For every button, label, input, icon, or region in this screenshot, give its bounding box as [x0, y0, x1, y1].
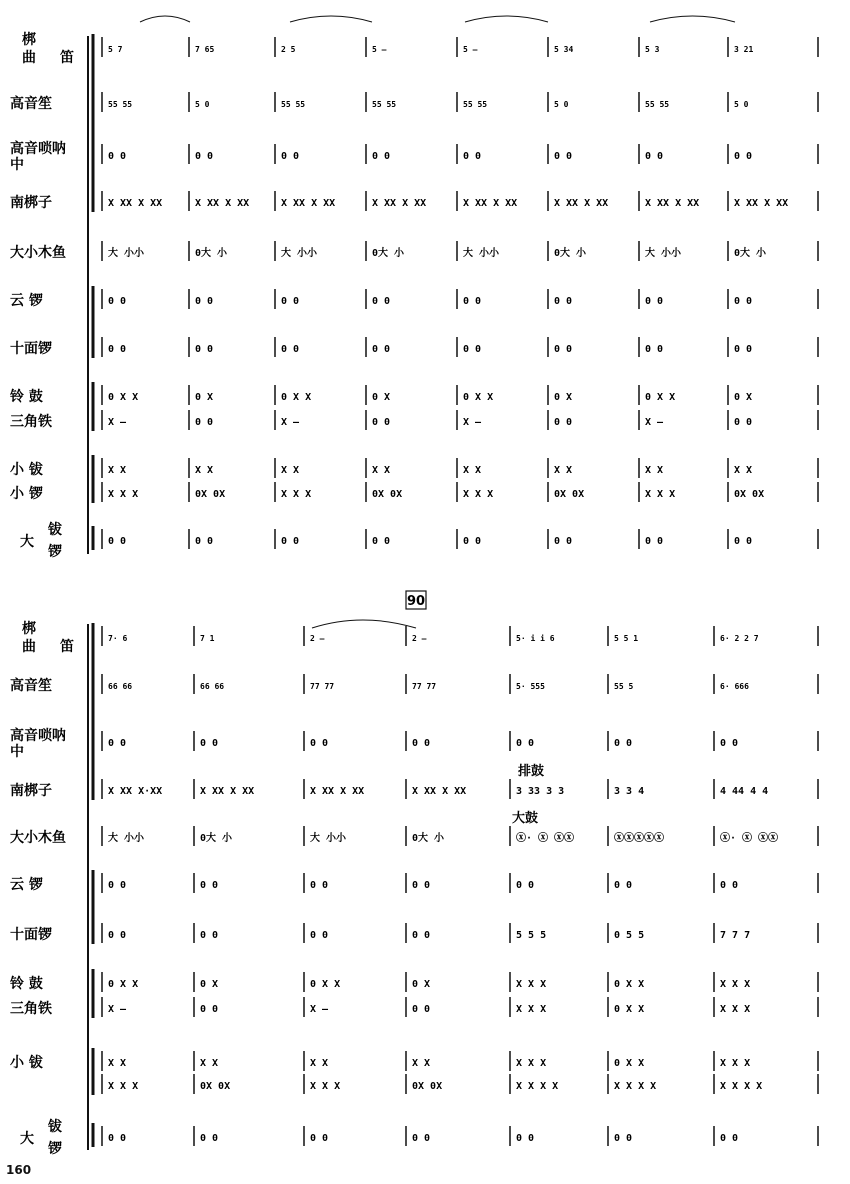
bar-cell: 0 0 — [195, 296, 214, 307]
bar-cell: 大 小小 — [108, 833, 145, 844]
bar-cell: X X — [372, 465, 391, 476]
bar-cell: 0 X X — [614, 1004, 645, 1015]
instrument-label: 三角铁 — [10, 1001, 52, 1017]
bar-cell: X XX X XX — [554, 198, 609, 209]
bar-cell: 0大 小 — [412, 833, 445, 844]
instrument-label: 三角铁 — [10, 414, 52, 430]
bar-cell: X – — [108, 417, 127, 428]
bar-cell: 0 0 — [734, 151, 753, 162]
instrument-label: 小 钹 — [10, 1055, 43, 1071]
bar-cell: 0 0 — [310, 738, 329, 749]
bar-cell: X X — [463, 465, 482, 476]
bar-cell: 7· 6 — [108, 634, 128, 643]
bar-cell: 0 0 — [720, 880, 739, 891]
bar-cell: 55 55 — [108, 100, 133, 109]
bar-cell: 0 0 — [463, 344, 482, 355]
bar-cell: 0 0 — [516, 1133, 535, 1144]
instrument-label: 大小木鱼 — [10, 830, 66, 846]
instrument-label: 梆 — [22, 32, 36, 48]
bar-cell: 0 0 — [372, 296, 391, 307]
instrument-label: 中 — [10, 744, 24, 760]
instrument-label: 南梆子 — [10, 195, 52, 211]
bar-cell: 3 33 3 3 — [516, 786, 565, 797]
slur — [650, 16, 735, 22]
bar-cell: 0 0 — [195, 151, 214, 162]
bar-cell: 0 0 — [554, 344, 573, 355]
instrument-label: 十面锣 — [10, 341, 52, 357]
bar-cell: 0 0 — [200, 930, 219, 941]
bar-cell: 0 0 — [108, 738, 127, 749]
bar-cell: 0 X — [554, 392, 573, 403]
bar-cell: 5 – — [463, 45, 478, 54]
bar-cell: 0 0 — [200, 1133, 219, 1144]
instrument-label: 高音唢呐 — [10, 728, 66, 744]
instrument-label: 高音笙 — [10, 678, 52, 694]
bar-cell: 4 44 4 4 — [720, 786, 769, 797]
bar-cell: 0大 小 — [200, 833, 233, 844]
bar-cell: 0 0 — [372, 536, 391, 547]
bar-cell: 0 0 — [372, 344, 391, 355]
bar-cell: X XX X XX — [372, 198, 427, 209]
instrument-label: 笛 — [60, 639, 74, 655]
bar-cell: 0 0 — [645, 151, 664, 162]
bar-cell: X – — [310, 1004, 329, 1015]
instrument-label: 铃 鼓 — [10, 389, 43, 405]
bar-cell: 0 X X — [614, 979, 645, 990]
bar-cell: 0 0 — [516, 880, 535, 891]
bar-cell: X XX X·XX — [108, 786, 163, 797]
slur — [465, 16, 548, 22]
bar-cell: X – — [108, 1004, 127, 1015]
bar-cell: X X — [200, 1058, 219, 1069]
bar-cell: 0 0 — [195, 417, 214, 428]
bar-cell: X – — [463, 417, 482, 428]
bar-cell: 5 34 — [554, 45, 574, 54]
bar-cell: ⓧ· ⓧ ⓧⓧ — [516, 833, 575, 844]
instrument-label: 铃 鼓 — [10, 976, 43, 992]
annotation-dagu: 大鼓 — [512, 811, 539, 826]
bar-cell: 0 0 — [108, 296, 127, 307]
bar-cell: 0 0 — [372, 417, 391, 428]
bar-cell: 0 0 — [516, 738, 535, 749]
bar-cell: 0 X X — [310, 979, 341, 990]
bar-cell: 0X 0X — [734, 489, 765, 500]
bar-cell: 0 0 — [108, 344, 127, 355]
bar-cell: X X X — [720, 1004, 751, 1015]
bar-cell: X X X — [516, 1058, 547, 1069]
bar-cell: X XX X XX — [310, 786, 365, 797]
bar-cell: 7 7 7 — [720, 930, 751, 941]
bar-cell: X X X X — [614, 1081, 657, 1092]
bar-cell: 0 0 — [310, 1133, 329, 1144]
bar-cell: 0 0 — [108, 151, 127, 162]
bar-cell: 0 0 — [734, 344, 753, 355]
bar-cell: 0 0 — [720, 1133, 739, 1144]
bar-cell: 0 0 — [310, 930, 329, 941]
instrument-label: 大小木鱼 — [10, 245, 66, 261]
bar-cell: 66 66 — [200, 682, 225, 691]
bar-cell: X X — [554, 465, 573, 476]
bar-cell: 2 – — [412, 634, 427, 643]
bar-cell: X X — [108, 1058, 127, 1069]
bar-cell: 0 0 — [108, 536, 127, 547]
bar-cell: 0 X X — [108, 392, 139, 403]
bar-cell: 0 X — [734, 392, 753, 403]
instrument-label: 大 — [20, 1131, 34, 1147]
bar-cell: X X X — [108, 1081, 139, 1092]
bar-cell: 大 小小 — [645, 248, 682, 259]
bar-cell: 55 5 — [614, 682, 634, 691]
bar-cell: 5 – — [372, 45, 387, 54]
instrument-label: 十面锣 — [10, 927, 52, 943]
bar-cell: X X — [310, 1058, 329, 1069]
bar-cell: X X — [108, 465, 127, 476]
bar-cell: 0 0 — [554, 417, 573, 428]
instrument-label: 南梆子 — [10, 783, 52, 799]
instrument-label: 锣 — [48, 1141, 62, 1157]
bar-cell: 0X 0X — [372, 489, 403, 500]
bar-cell: 0 5 5 — [614, 930, 645, 941]
bar-cell: 66 66 — [108, 682, 133, 691]
bar-cell: 5 0 — [554, 100, 569, 109]
bar-cell: 大 小小 — [310, 833, 347, 844]
bar-cell: 0X 0X — [195, 489, 226, 500]
bar-cell: X X X — [516, 1004, 547, 1015]
bar-cell: 0 0 — [281, 344, 300, 355]
bar-cell: 0 X X — [614, 1058, 645, 1069]
bar-cell: 0X 0X — [554, 489, 585, 500]
bar-cell: 5 5 5 — [516, 930, 547, 941]
bar-cell: 77 77 — [310, 682, 335, 691]
slur — [290, 16, 372, 22]
bar-cell: X X X — [720, 979, 751, 990]
bar-cell: 0X 0X — [412, 1081, 443, 1092]
bar-cell: X XX X XX — [195, 198, 250, 209]
bar-cell: X X X — [310, 1081, 341, 1092]
bar-cell: 0 X X — [281, 392, 312, 403]
bar-cell: X XX X XX — [108, 198, 163, 209]
bar-cell: 7 65 — [195, 45, 215, 54]
bar-cell: X – — [281, 417, 300, 428]
bar-cell: 0 0 — [734, 417, 753, 428]
bar-cell: 7 1 — [200, 634, 215, 643]
bar-cell: 0X 0X — [200, 1081, 231, 1092]
bar-cell: 3 3 4 — [614, 786, 645, 797]
bar-cell: 3 21 — [734, 45, 754, 54]
bar-cell: X X — [281, 465, 300, 476]
bar-cell: 0 0 — [281, 151, 300, 162]
instrument-label: 中 — [10, 157, 24, 173]
instrument-label: 钹 — [48, 1119, 62, 1135]
page-number: 160 — [6, 1163, 32, 1177]
instrument-label: 曲 — [22, 50, 36, 66]
bar-cell: 77 77 — [412, 682, 437, 691]
bar-cell: X X X — [645, 489, 676, 500]
bar-cell: 0 X — [200, 979, 219, 990]
bar-cell: 0 0 — [554, 151, 573, 162]
bar-cell: ⓧⓧⓧⓧⓧ — [614, 833, 664, 844]
instrument-label: 笛 — [60, 50, 74, 66]
bar-cell: X X X X — [516, 1081, 559, 1092]
bar-cell: 0 0 — [734, 296, 753, 307]
bar-cell: 0 0 — [645, 344, 664, 355]
bar-cell: 5 5 1 — [614, 634, 639, 643]
bar-cell: 0 0 — [412, 880, 431, 891]
bar-cell: 0 0 — [412, 1004, 431, 1015]
instrument-label: 云 锣 — [10, 293, 43, 309]
bar-cell: 5· i i 6 — [516, 634, 555, 643]
instrument-label: 曲 — [22, 639, 36, 655]
slur — [140, 16, 190, 22]
bar-cell: 0 0 — [108, 930, 127, 941]
bar-cell: 0 0 — [195, 344, 214, 355]
bar-cell: 0 0 — [463, 296, 482, 307]
bar-cell: 2 – — [310, 634, 325, 643]
bar-cell: 55 55 — [645, 100, 670, 109]
bar-cell: X XX X XX — [463, 198, 518, 209]
bar-cell: 0 0 — [645, 536, 664, 547]
bar-cell: 大 小小 — [108, 248, 145, 259]
instrument-label: 钹 — [48, 522, 62, 538]
bar-cell: 0 0 — [108, 1133, 127, 1144]
slur — [312, 620, 416, 628]
bar-cell: X X X — [720, 1058, 751, 1069]
instrument-label: 高音唢呐 — [10, 141, 66, 157]
bar-cell: 0 0 — [310, 880, 329, 891]
bar-cell: 5 7 — [108, 45, 123, 54]
bar-cell: X X — [412, 1058, 431, 1069]
instrument-label: 梆 — [22, 621, 36, 637]
bar-cell: 55 55 — [463, 100, 488, 109]
bar-cell: X X X — [516, 979, 547, 990]
bar-cell: X X — [645, 465, 664, 476]
bar-cell: X XX X XX — [734, 198, 789, 209]
bar-cell: X X — [195, 465, 214, 476]
bar-cell: 0 X X — [463, 392, 494, 403]
bar-cell: 0 0 — [412, 738, 431, 749]
bar-cell: 0 0 — [554, 296, 573, 307]
bar-cell: 0 0 — [614, 738, 633, 749]
bar-cell: 0大 小 — [195, 248, 228, 259]
instrument-label: 高音笙 — [10, 96, 52, 112]
instrument-label: 小 锣 — [10, 486, 43, 502]
bar-cell: X X X — [463, 489, 494, 500]
bar-cell: 0 0 — [614, 880, 633, 891]
bar-cell: 大 小小 — [463, 248, 500, 259]
bar-cell: 55 55 — [372, 100, 397, 109]
bar-cell: 0 X — [372, 392, 391, 403]
bar-cell: 0大 小 — [554, 248, 587, 259]
instrument-label: 大 — [20, 534, 34, 550]
bar-cell: 大 小小 — [281, 248, 318, 259]
instrument-label: 小 钹 — [10, 462, 43, 478]
bar-cell: 6· 2 2 7 — [720, 634, 759, 643]
bar-cell: X XX X XX — [200, 786, 255, 797]
bar-cell: X X X X — [720, 1081, 763, 1092]
bar-cell: 0 0 — [200, 738, 219, 749]
bar-cell: 0 0 — [281, 296, 300, 307]
bar-cell: 0 0 — [614, 1133, 633, 1144]
bar-cell: ⓧ· ⓧ ⓧⓧ — [720, 833, 779, 844]
bar-cell: X X X — [108, 489, 139, 500]
bar-cell: 0 0 — [200, 880, 219, 891]
bar-cell: 0 0 — [195, 536, 214, 547]
bar-cell: 0大 小 — [372, 248, 405, 259]
bar-cell: 2 5 — [281, 45, 296, 54]
bar-cell: X XX X XX — [412, 786, 467, 797]
bar-cell: 0 X — [195, 392, 214, 403]
bar-cell: 0 0 — [734, 536, 753, 547]
bar-cell: 0 0 — [463, 536, 482, 547]
bar-cell: 0 X X — [108, 979, 139, 990]
bar-cell: 0 0 — [720, 738, 739, 749]
bar-cell: 0 0 — [412, 1133, 431, 1144]
bar-cell: 6· 666 — [720, 682, 749, 691]
bar-cell: 0大 小 — [734, 248, 767, 259]
bar-cell: 0 0 — [412, 930, 431, 941]
bar-cell: 0 X X — [645, 392, 676, 403]
bar-cell: 5 0 — [195, 100, 210, 109]
bar-cell: 5 0 — [734, 100, 749, 109]
rehearsal-mark: 90 — [406, 594, 426, 609]
bar-cell: 0 X — [412, 979, 431, 990]
bar-cell: 5 3 — [645, 45, 660, 54]
bar-cell: 0 0 — [200, 1004, 219, 1015]
bar-cell: X XX X XX — [645, 198, 700, 209]
annotation-paigu: 排鼓 — [518, 764, 545, 779]
bar-cell: X X X — [281, 489, 312, 500]
instrument-label: 云 锣 — [10, 877, 43, 893]
bar-cell: X – — [645, 417, 664, 428]
bar-cell: 0 0 — [463, 151, 482, 162]
bar-cell: 0 0 — [281, 536, 300, 547]
bar-cell: X X — [734, 465, 753, 476]
bar-cell: 0 0 — [645, 296, 664, 307]
bar-cell: 0 0 — [554, 536, 573, 547]
bar-cell: 0 0 — [108, 880, 127, 891]
instrument-label: 锣 — [48, 544, 62, 560]
bar-cell: 0 0 — [372, 151, 391, 162]
bar-cell: 55 55 — [281, 100, 306, 109]
bar-cell: X XX X XX — [281, 198, 336, 209]
bar-cell: 5· 555 — [516, 682, 545, 691]
